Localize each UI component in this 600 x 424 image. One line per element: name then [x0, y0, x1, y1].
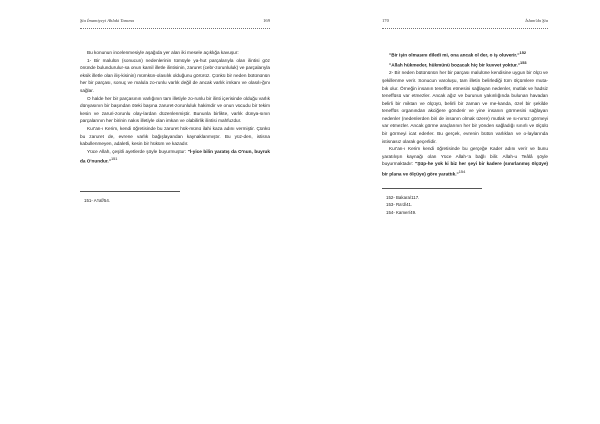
footnote-ref-151: 151 [110, 156, 118, 162]
verse-quote-152-text: "Bir işin olmasını diledi mi, ona ancak ol der, o iş oluverir." [389, 52, 520, 58]
left-paragraph-5 [80, 148, 270, 166]
right-page-header [382, 18, 548, 29]
right-footnote-divider [382, 188, 482, 189]
left-footnote-divider [80, 191, 180, 192]
footnote-ref-152: 152 [519, 50, 527, 55]
left-page-header [80, 18, 270, 29]
left-footnote-151: 151- A'raf/54. [84, 198, 110, 204]
right-footnote-154: 154- Kamer/49. [386, 209, 417, 215]
verse-quote-152 [382, 49, 548, 59]
right-footnote-152: 152- Bakara/117. [386, 195, 420, 201]
left-header-title: Şia İmamiyeyi Ahlaki Tanıma [80, 18, 134, 23]
left-paragraph-4: Kur'an-ı Kerim, kendi öğretisinde bu zaruret hük-münü ilahi kaza adını vermiştir. Çünkü bu zaruret de, evrene varlık bağışlayandan kaynaklanmıştır. Bu yüz-den, istisna kabullenmeyen, adaletli, kesin bir hüküm ve kazadır. [80, 125, 270, 147]
left-paragraph-3: O halde her bir parçasının varlığının tam illetiyle zo-runlu bir ilinti içerisinde olduğu varlık dünyasının bir başından öteki başına zaruret-zorunluluk hakimdir ve onun vücudu bir tekim kesin ve zaruri-zorunlu olay-lardan düzenlenmiştir. Bununla birlikte, varlık dünya-sının parçalarının her birinin nakıs illetiyle olan imkan ve olabilirlik ilintisi mahfuzdur. [80, 95, 270, 124]
left-paragraph-2: 1- Bir malulün (sonucun) nedenlerinin tümüyle ya-hut parçalarıyla olan ilintisi göz önünde bulundurulur-sa onun kamil illetle ilintisinin, zaruret (cebr-zorunluluk) ve parçalarıyla eksik illetle olan iliş-kisinin) mümkün-olasılık olduğunu görürüz. Çünkü bir neden bütününün her bir parçası, sonuç ve malula zo-runlu varlık değil de ancak varlık imkanı ve olasılı-ğını sağlar. [80, 57, 270, 93]
left-paragraph-5-text: Yüce Allah, çeşitli ayetlerde şöyle buyurmuştur: [87, 148, 188, 154]
left-paragraph-1: Bu konunun incelenmesiyle aşağıda yer alan iki mesele açıklığa kavuşur: [87, 50, 239, 55]
right-header-title: İslam'da Şia [525, 18, 548, 23]
right-page-number: 170 [382, 18, 389, 23]
footnote-ref-154: 154 [458, 169, 466, 175]
right-paragraph-3 [382, 145, 548, 178]
footnote-ref-153: 153 [520, 60, 527, 66]
verse-quote-154: "Şüp-he yok ki biz her şeyi bir kadere (sınırlanmış ölçüye) bir plana ve ölçüye) göre yarattık." [382, 161, 548, 177]
verse-quote-151: "İ-yice bilin yaratış da O'nun, buyruk da O'nundur." [80, 148, 270, 164]
left-page-number: 169 [263, 18, 270, 23]
verse-quote-153-text: "Allah hükmeder, hükmünü bozacak hiç bir kuvvet yoktur." [389, 62, 521, 68]
right-paragraph-3-text: Kur'an-ı Kerim kendi öğretisinde bu gerçeğe Kader adını verir ve bunu yaratılışın kaynağı olan Yüce Allah-'a bağlı bilir. Allah-u Teâlâ şöyle buyurmaktadır: [382, 146, 548, 167]
right-paragraph-2: 2- Bir neden bütününün her bir parçası malulüne kendisine uygun bir ölçü ve şekillenme verir. Sonucun varoluşu, tam illetin belirlediği tüm ölçümlere muta-bık olur. Örneğin insanın teneffüs etmesini sağlayan nedenler, mutlak ve hadsiz teneffüsü var etmezler. Ancak ağız ve burunun yakınlığında bulunan havadan belirli bir miktarı ve ölçüyü, belirli bir zaman ve me-kanda, özel bir şekilde teneffüs organından akciğere gönderir ve yine insanın görmesini sağlayan nedenler (nedenlerden biri de insanın olmak üzere) mutlak ve sı-nırsız görmeyi var etmezler. Ancak görme araçlarının her bir yönden sağladığı sınırlı ve ölçülü bir görmeyi icat ederler. Bu gerçek, evrenin bütün varlıkları ve o-laylarında istisnasız olarak geçerlidir. [382, 70, 548, 144]
verse-quote-153 [382, 59, 548, 69]
right-footnote-153: 153- Ra'd/41. [386, 202, 413, 208]
right-page [300, 0, 600, 424]
